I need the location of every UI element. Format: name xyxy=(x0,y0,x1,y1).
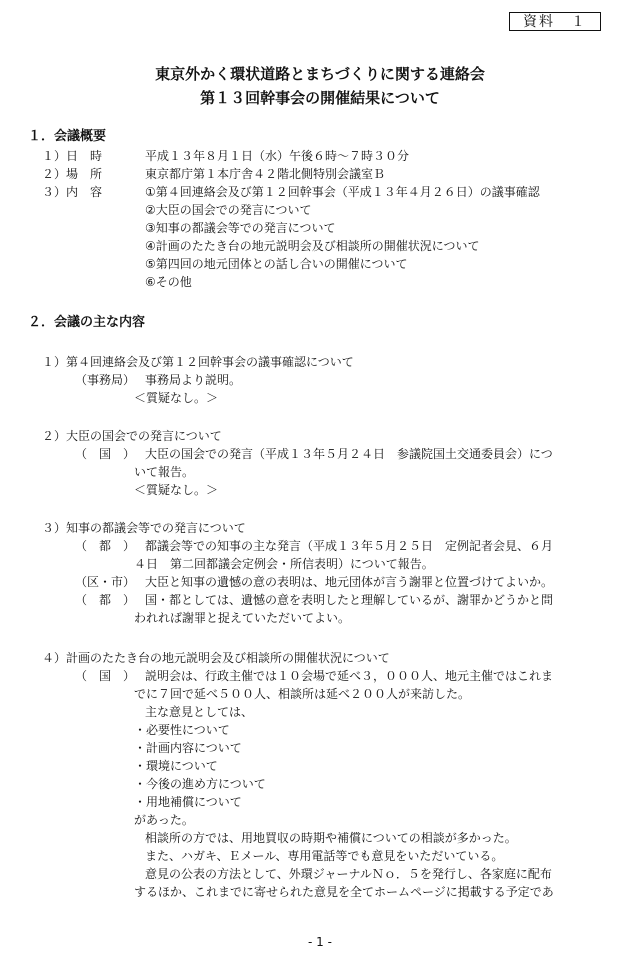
agenda-item: ②大臣の国会での発言について xyxy=(145,203,312,217)
document-title-line2: 第１３回幹事会の開催結果について xyxy=(200,89,440,107)
speaker-label: （ 都 ） xyxy=(75,593,136,607)
agenda-item: ④計画のたたき台の地元説明会及び相談所の開催状況について xyxy=(145,239,480,253)
body-line: 大臣と知事の遺憾の意の表明は、地元団体が言う謝罪と位置づけてよいか。 xyxy=(145,575,554,589)
agenda-item: ⑤第四回の地元団体との話し合いの開催について xyxy=(145,257,408,271)
page-number: - 1 - xyxy=(308,935,332,949)
speaker-label: （ 国 ） xyxy=(75,447,136,461)
agenda-item: ③知事の都議会等での発言について xyxy=(145,221,336,235)
speaker-label: （区・市） xyxy=(75,575,136,589)
overview-heading: １．会議概要 xyxy=(28,129,107,144)
subsection-heading: １）第４回連絡会及び第１２回幹事会の議事確認について xyxy=(42,355,354,369)
body-line: ＜質疑なし。＞ xyxy=(134,483,219,497)
document-title-line1: 東京外かく環状道路とまちづくりに関する連絡会 xyxy=(155,65,485,83)
subsection-heading: ３）知事の都議会等での発言について xyxy=(42,521,246,535)
date-value: 平成１３年８月１日（水）午後６時～７時３０分 xyxy=(145,149,410,163)
date-label: １）日 時 xyxy=(42,149,103,163)
body-line: ＜質疑なし。＞ xyxy=(134,391,219,405)
bullet-item: ・用地補償について xyxy=(134,795,242,809)
body-line: でに７回で延べ５００人、相談所は延べ２００人が来訪した。 xyxy=(134,687,471,701)
place-label: ２）場 所 xyxy=(42,167,103,181)
agenda-item: ⑥その他 xyxy=(145,275,192,289)
subsection-heading: ４）計画のたたき台の地元説明会及び相談所の開催状況について xyxy=(42,651,390,665)
bullet-item: ・環境について xyxy=(134,759,218,773)
body-line: また、ハガキ、Ｅメール、専用電話等でも意見をいただいている。 xyxy=(145,849,504,863)
content-label: ３）内 容 xyxy=(42,185,103,199)
speaker-label: （ 国 ） xyxy=(75,669,136,683)
document-badge: 資料 １ xyxy=(509,12,601,31)
body-line: ４日 第二回都議会定例会・所信表明）について報告。 xyxy=(134,557,434,571)
body-line: 説明会は、行政主催では１０会場で延べ３，０００人、地元主催ではこれま xyxy=(145,669,554,683)
body-line: われれば謝罪と捉えていただいてよい。 xyxy=(134,611,351,625)
main-heading: ２．会議の主な内容 xyxy=(28,315,146,330)
body-line: 国・都としては、遺憾の意を表明したと理解しているが、謝罪かどうかと問 xyxy=(145,593,554,607)
subsection-heading: ２）大臣の国会での発言について xyxy=(42,429,222,443)
place-value: 東京都庁第１本庁舎４２階北側特別会議室Ｂ xyxy=(145,167,386,181)
bullet-item: ・計画内容について xyxy=(134,741,242,755)
agenda-item: ①第４回連絡会及び第１２回幹事会（平成１３年４月２６日）の議事確認 xyxy=(145,185,540,199)
bullet-item: ・必要性について xyxy=(134,723,230,737)
body-line: 大臣の国会での発言（平成１３年５月２４日 参議院国土交通委員会）につ xyxy=(145,447,553,461)
body-line: するほか、これまでに寄せられた意見を全てホームページに掲載する予定であ xyxy=(134,885,554,899)
body-line: 都議会等での知事の主な発言（平成１３年５月２５日 定例記者会見、６月 xyxy=(145,539,554,553)
speaker-label: （ 都 ） xyxy=(75,539,136,553)
body-line: いて報告。 xyxy=(134,465,195,479)
speaker-label: （事務局） xyxy=(75,373,136,387)
body-line: 事務局より説明。 xyxy=(145,373,242,387)
body-line: 意見の公表の方法として、外環ジャーナルＮｏ．５を発行し、各家庭に配布 xyxy=(145,867,552,881)
bullet-item: ・今後の進め方について xyxy=(134,777,266,791)
body-line: 相談所の方では、用地買収の時期や補償についての相談が多かった。 xyxy=(145,831,517,845)
body-line: 主な意見としては、 xyxy=(145,705,254,719)
body-line: があった。 xyxy=(134,813,194,827)
